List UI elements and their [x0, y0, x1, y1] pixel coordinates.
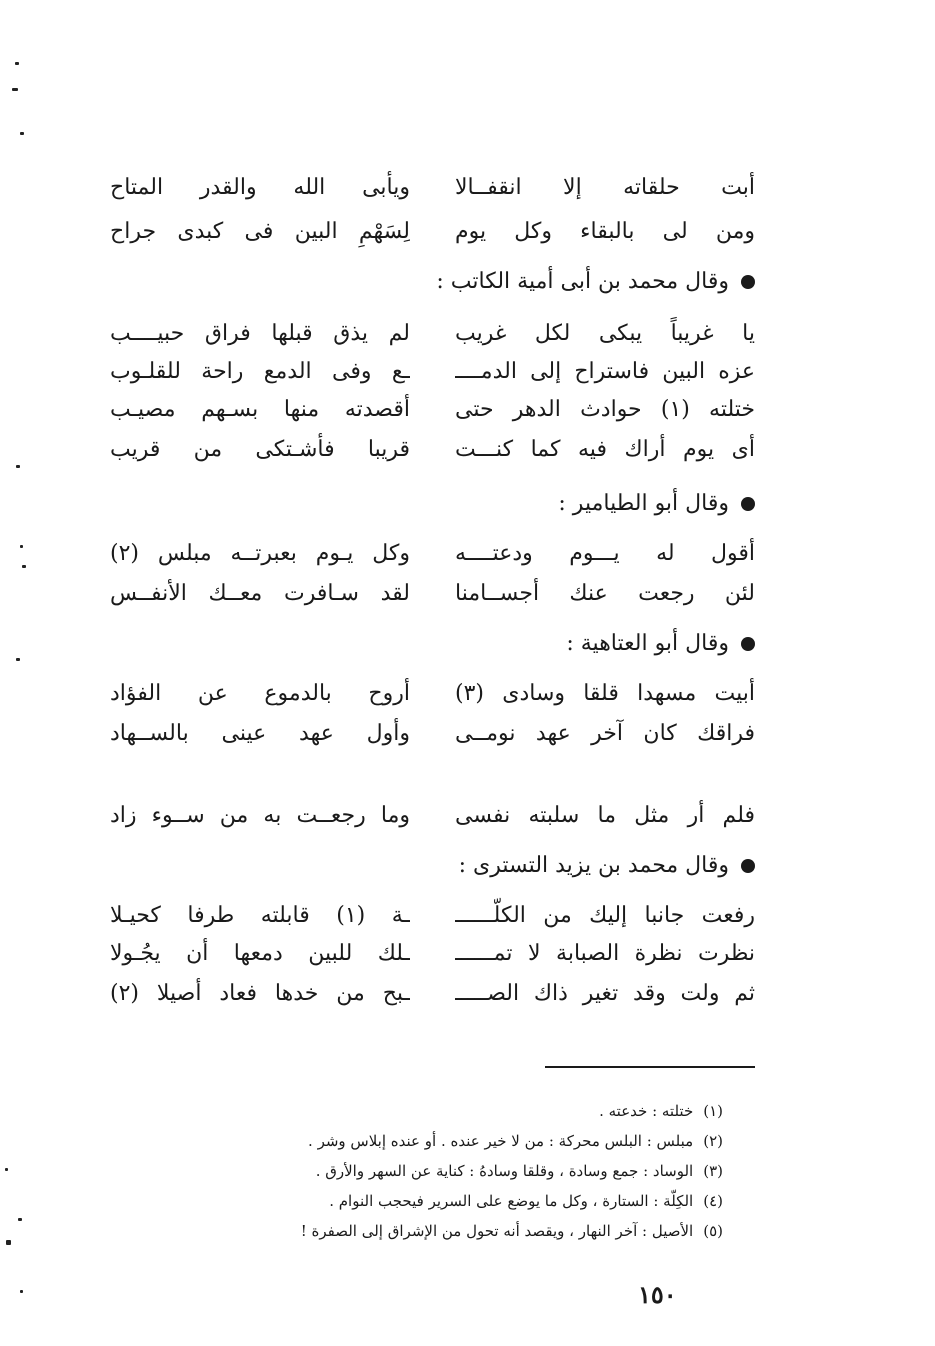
scan-speck	[20, 132, 24, 135]
verse-first-hemistich: أبت حلقاته إلا انقفــالا	[455, 175, 755, 200]
scan-speck	[16, 658, 20, 661]
verse-first-hemistich: فلم أر مثل ما سلبته نفسى	[455, 803, 755, 828]
verse-line	[110, 934, 755, 974]
verse-first-hemistich: ومن لى بالبقاء وكل يوم	[455, 219, 755, 244]
footnote-number: (١)	[703, 1102, 723, 1120]
verse-second-hemistich: قريبا فأشـتكى من قريب	[110, 437, 410, 462]
verse-second-hemistich: ويأبى الله والقدر المتاح	[110, 175, 410, 200]
verse-line	[110, 674, 755, 714]
poem-heading	[436, 262, 755, 302]
verse-first-hemistich: لئن رجعت عنك أجســامنا	[455, 581, 755, 606]
verse-first-hemistich: ختلته (١) حوادث الدهر حتى	[455, 397, 755, 422]
poem-heading	[459, 846, 755, 886]
scan-speck	[22, 565, 26, 568]
verse-second-hemistich: وأول عهد عينى بالســهاد	[110, 721, 410, 746]
footnote-text: الوساد : جمع وسادة ، وقلقا وسادهُ : كناية عن السهر والأرق .	[315, 1162, 694, 1180]
scan-speck	[15, 62, 19, 65]
verse-second-hemistich: أروح بالدموع عن الفؤاد	[110, 681, 410, 706]
verse-line	[110, 314, 755, 354]
footnote-text: الكِلّة : الستارة ، وكل ما يوضع على السرير فيحجب النوام .	[329, 1192, 694, 1210]
footnote-number: (٤)	[703, 1192, 723, 1210]
verse-line	[110, 534, 755, 574]
verse-second-hemistich: لقد سـافرت معــك الأنفــس	[110, 581, 410, 606]
footnote-separator	[545, 1066, 755, 1068]
verse-second-hemistich: لم يذق قبلها فراق حبيــــب	[110, 321, 410, 346]
footnote-number: (٥)	[703, 1222, 723, 1240]
footnote-text: الأصيل : آخر النهار ، ويقصد أنه تحول من الإشراق إلى الصفرة !	[300, 1222, 694, 1240]
footnote-text: مبلس : البلس محركة : من لا خير عنده . أو عنده إبلاس وشر .	[308, 1132, 694, 1150]
poem-heading	[558, 484, 755, 524]
verse-line	[110, 974, 755, 1014]
verse-line	[110, 430, 755, 470]
scan-speck	[16, 465, 20, 468]
verse-line	[110, 796, 755, 836]
scan-speck	[12, 88, 18, 91]
verse-first-hemistich: فراقك كان آخر عهد نومــى	[455, 721, 755, 746]
verse-first-hemistich: رفعت جانبا إليك من الكلّــــــ	[455, 903, 755, 928]
scan-speck	[5, 1168, 8, 1171]
heading-text: وقال محمد بن يزيد التسترى :	[458, 853, 729, 878]
verse-line	[110, 714, 755, 754]
bullet-icon	[741, 859, 755, 873]
verse-second-hemistich: ـة (١) قابلته طرفا كحيـلا	[110, 903, 410, 928]
bullet-icon	[741, 497, 755, 511]
verse-line	[110, 574, 755, 614]
verse-second-hemistich: ـبح من خدها فعاد أصيلا (٢)	[110, 981, 410, 1006]
heading-text: وقال محمد بن أبى أمية الكاتب :	[436, 269, 729, 294]
footnotes	[301, 1096, 723, 1246]
footnote-number: (٢)	[703, 1132, 723, 1150]
verse-first-hemistich: أى يوم أراك فيه كما كنـــت	[455, 437, 755, 462]
footnote	[301, 1216, 723, 1246]
footnote	[301, 1186, 723, 1216]
verse-line	[110, 390, 755, 430]
footnote-number: (٣)	[703, 1162, 723, 1180]
footnote	[301, 1126, 723, 1156]
footnote	[301, 1156, 723, 1186]
verse-line	[110, 212, 755, 252]
verse-line	[110, 896, 755, 936]
heading-text: وقال أبو العتاهية :	[566, 631, 729, 656]
scan-speck	[18, 1218, 22, 1221]
verse-second-hemistich: وكل يـوم بعبرتــه مبلس (٢)	[110, 541, 410, 566]
verse-first-hemistich: ثم ولت وقد تغير ذاك الصـــــ	[455, 981, 755, 1006]
verse-first-hemistich: نظرت نظرة الصبابة لا تمــــــ	[455, 941, 755, 966]
scan-speck	[20, 1290, 23, 1293]
verse-first-hemistich: أبيت مسهدا قلقا وسادى (٣)	[455, 681, 755, 706]
bullet-icon	[741, 637, 755, 651]
verse-second-hemistich: وما رجعــت به من ســوء زاد	[110, 803, 410, 828]
footnote-text: ختلته : خدعته .	[599, 1102, 694, 1120]
verse-second-hemistich: أقصدته منها بسـهم مصيـب	[110, 397, 410, 422]
footnote	[301, 1096, 723, 1126]
poem-heading	[566, 624, 755, 664]
verse-line	[110, 352, 755, 392]
heading-text: وقال أبو الطيامير :	[558, 491, 729, 516]
scan-speck	[20, 545, 23, 548]
verse-second-hemistich: ـلك للبين دمعها أن يجُـولا	[110, 941, 410, 966]
verse-line	[110, 168, 755, 208]
verse-first-hemistich: أقول له يـــوم ودعتــــه	[455, 541, 755, 566]
verse-first-hemistich: عزه البين فاستراح إلى الدمــــ	[455, 359, 755, 384]
page-number: ١٥٠	[638, 1280, 677, 1309]
bullet-icon	[741, 275, 755, 289]
scan-speck	[6, 1240, 11, 1245]
verse-first-hemistich: يا غريباً يبكى لكل غريب	[455, 321, 755, 346]
verse-second-hemistich: ـع وفى الدمع راحة للقلـوب	[110, 359, 410, 384]
verse-second-hemistich: لِسَهْمِ البين فى كبدى جراح	[110, 219, 410, 244]
